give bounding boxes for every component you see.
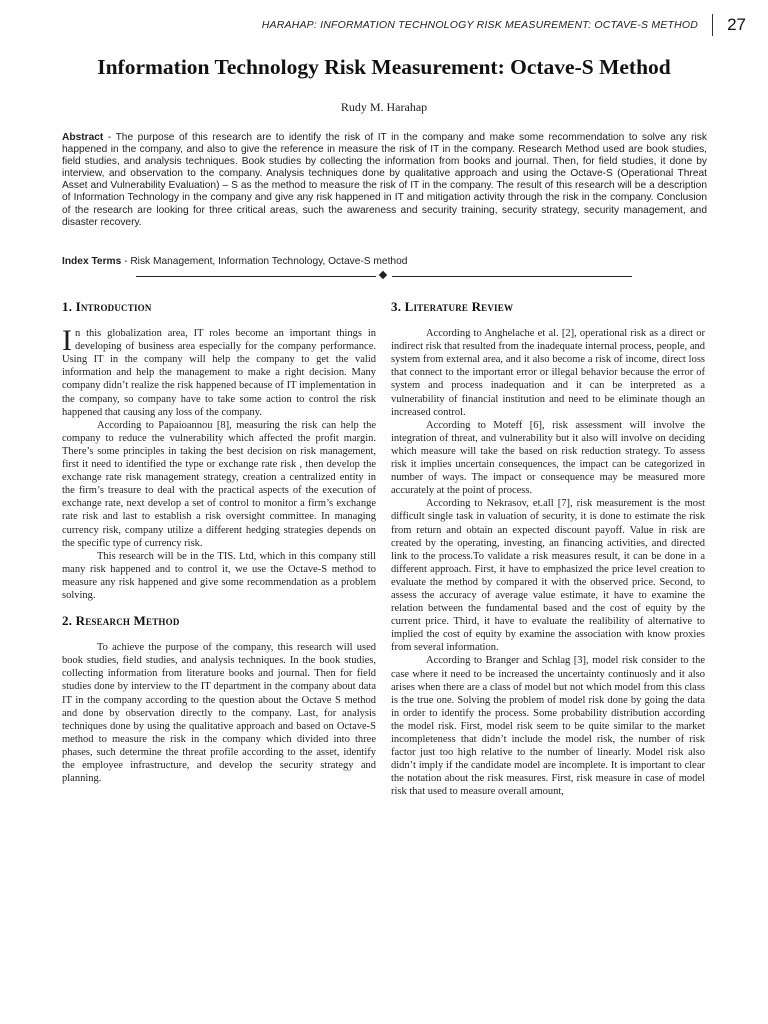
intro-paragraph-1-text: n this globalization area, IT roles become an important things in developing of business area especially for the company performance. Using IT in the company will help the company to get the valid information and help the management to make a right decision. Many company didn’t realize the risk happened because of IT implementation in the company, so company have to take some action to control the risk happened that causing any loss of the company.: [62, 328, 376, 418]
intro-paragraph-3: This research will be in the TIS. Ltd, which in this company still many risk happened and to control it, we use the Octave-S method to measure any risk happened and give some recommendation as a problem solving.: [62, 550, 376, 601]
intro-paragraph-1: [62, 324, 376, 419]
index-terms: [62, 256, 707, 267]
divider-line-right: [392, 276, 632, 277]
index-terms-text: - Risk Management, Information Technology, Octave-S method: [121, 256, 408, 267]
page-number: 27: [727, 15, 746, 34]
divider-line-left: [136, 276, 376, 277]
drop-cap: I: [62, 324, 72, 358]
section-heading-literature-review: 3. Literature Review: [391, 299, 514, 314]
paper-title: Information Technology Risk Measurement: Octave-S Method: [97, 55, 671, 79]
running-title: HARAHAP: INFORMATION TECHNOLOGY RISK MEASUREMENT: OCTAVE-S METHOD: [261, 19, 699, 31]
divider-diamond-icon: [379, 271, 387, 279]
section-heading-research-method: 2. Research Method: [62, 613, 180, 629]
author-name: Rudy M. Harahap: [340, 100, 428, 114]
left-column: [62, 300, 376, 785]
abstract: [62, 132, 707, 229]
literature-paragraph-3: According to Nekrasov, et.all [7], risk measurement is the most difficult single task in valuation of security, it is done to estimate the risk from return and obtain an expected discount payoff. Value in risk are created by the operating, investing, an financing activities, and directed link to the process.To validate a risk measures result, it can be done in a different approach. First, it have to emphasized the price level creation to evaluate the method by compared it with the observed price. Second, to assess the accuracy of average value estimate, it have to examine the relation between the fundamental based and the cost of equity by the current price. Third, it have to evaluate the realibility of alternative to implied the cost of equity by examine the association with know proxies from several information.: [391, 498, 705, 654]
right-column: [391, 300, 705, 798]
index-terms-label: Index Terms: [62, 256, 122, 267]
abstract-label: Abstract: [62, 132, 104, 143]
literature-paragraph-4: According to Branger and Schlag [3], model risk consider to the case where it need to be increased the uncertainty continuosly and it also arises when there are a class of model but not which model from this class is the true one. Solving the problem of model risk done by going the data in order to identify the process. Some probability distribution according the model risk. First, model risk seem to be quite similar to the market incompleteness that didn’t include the model risk, the number of risk factor just too high relative to the number of linearly. Model risk also didn’t imply if the candidate model are incomplete. It is important to clear the notation about the risk measures. First, risk measure in case of model risk that used to measure overall amount,: [391, 655, 705, 798]
section-divider: [136, 270, 632, 282]
literature-paragraph-2: According to Moteff [6], risk assessment will involve the integration of threat, and vulnerability but it also will involve on deciding which measure will take the based on risk reduction strategy. To assess risk it implies uncertain consequences, the impact can be categorized in number of ways. The impact or consequence may be measured more accurately at the point of process.: [391, 419, 705, 497]
abstract-text: - The purpose of this research are to identify the risk of IT in the company and make some recommendation to solve any risk happened in the company, and also to give the reference in measure the risk of IT in the company. Research Method used are book studies, field studies, and analysis techniques. Book studies by collecting the information from books and journal. Then, for field studies, it done by interview, and observation to the company. Analysis techniques done by qualitative approach and using the Octave-S (Operational Threat Asset and Vulnerability Evaluation) – S as the method to measure the risk of IT in the company. The result of this research will be a description of Information Technology in the company and give any risk happened in IT and mitigation activity through the risk in the company. Conclusion of the research are looking for three critical areas, such the awareness and security training, security strategy, security management, and disaster recovery.: [62, 132, 707, 228]
literature-paragraph-1: According to Anghelache et al. [2], operational risk as a direct or indirect risk that resulted from the inadequate internal process, people, and system from external area, and it also become a risk of income, direct loss that connect to the important error or illegal behavior because the error of system and process inadequation and it can be interpreted as a vulnerability of financial institution and need to be eliminate though an increased control.: [391, 328, 705, 418]
intro-paragraph-2: According to Papaioannou [8], measuring the risk can help the company to reduce the vulnerability which affected the profit margin. There’s some principles in taking the best decision on risk management, first it need to identified the type or exchange rate risk , then develop the exchange rate risk management strategy, creation a centralized entity in the firm’s treasure to deal with the practical aspects of the execution of exchange rate, next develop a set of control to monitor a firm’s exchange rate risk and last to establish a risk oversight committee. In managing currency risk, company utilize a different hedging strategies depends on the specific type of currency risk.: [62, 419, 376, 549]
running-header: [262, 14, 746, 36]
section-heading-introduction: 1. Introduction: [62, 299, 152, 314]
method-paragraph-1: To achieve the purpose of the company, this research will used book studies, field studies, and analysis techniques. In the book studies, collecting information from literature books and journal. Then for field studies done by interview to the IT department in the company about data IT in the company according to the question about the Octave S method and done by observation directly to the company. Last, for analysis techniques done by using the qualitative approach and based on Octave-S method to measure the risk in the company which divided into three phases, such determine the threat profile according to the asset, identify the employee infrastructure, and develop the security strategy and planning.: [62, 642, 376, 785]
